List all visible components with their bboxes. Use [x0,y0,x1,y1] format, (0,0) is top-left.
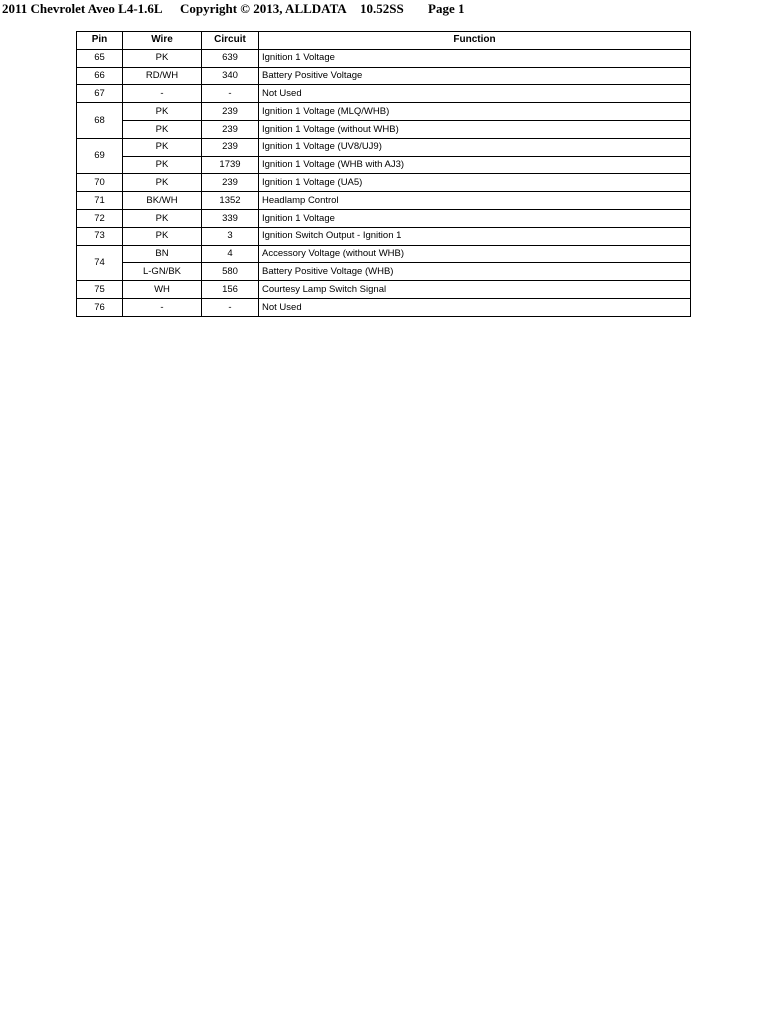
wire-cell: PK [123,138,202,156]
circuit-cell: - [202,85,259,103]
circuit-cell: 239 [202,103,259,121]
table-row [77,103,691,121]
circuit-cell: 339 [202,209,259,227]
table-row [77,227,691,245]
function-cell: Ignition Switch Output - Ignition 1 [259,227,691,245]
table-row [77,174,691,192]
function-cell: Ignition 1 Voltage (WHB with AJ3) [259,156,691,174]
function-cell: Battery Positive Voltage (WHB) [259,263,691,281]
table-row [77,281,691,299]
pin-cell: 74 [77,245,123,281]
pin-cell: 68 [77,103,123,139]
table-row [77,138,691,156]
circuit-cell: 239 [202,138,259,156]
wire-cell: BN [123,245,202,263]
pin-cell: 66 [77,67,123,85]
page-header [0,0,768,20]
header-row [77,32,691,50]
wire-cell: PK [123,174,202,192]
table-row [77,120,691,138]
circuit-cell: 1352 [202,192,259,210]
pin-cell: 71 [77,192,123,210]
circuit-cell: - [202,298,259,316]
table-row [77,85,691,103]
version-label: 10.52SS [360,1,404,16]
column-header-wire: Wire [123,32,202,50]
wire-cell: PK [123,209,202,227]
circuit-cell: 580 [202,263,259,281]
pin-cell: 69 [77,138,123,174]
pin-cell: 65 [77,49,123,67]
circuit-cell: 4 [202,245,259,263]
function-cell: Ignition 1 Voltage (MLQ/WHB) [259,103,691,121]
function-cell: Accessory Voltage (without WHB) [259,245,691,263]
wire-cell: WH [123,281,202,299]
wire-cell: PK [123,120,202,138]
table-row [77,49,691,67]
wire-cell: PK [123,49,202,67]
function-cell: Courtesy Lamp Switch Signal [259,281,691,299]
table-row [77,245,691,263]
function-cell: Headlamp Control [259,192,691,210]
circuit-cell: 156 [202,281,259,299]
function-cell: Ignition 1 Voltage (without WHB) [259,120,691,138]
pin-cell: 70 [77,174,123,192]
function-cell: Ignition 1 Voltage (UV8/UJ9) [259,138,691,156]
vehicle-title: 2011 Chevrolet Aveo L4-1.6L [2,1,163,16]
wire-cell: - [123,298,202,316]
circuit-cell: 239 [202,174,259,192]
copyright-notice: Copyright © 2013, ALLDATA [180,1,347,16]
column-header-pin: Pin [77,32,123,50]
table-row [77,192,691,210]
function-cell: Ignition 1 Voltage [259,49,691,67]
circuit-cell: 1739 [202,156,259,174]
wire-cell: PK [123,156,202,174]
pin-cell: 67 [77,85,123,103]
function-cell: Ignition 1 Voltage [259,209,691,227]
table-row [77,156,691,174]
pin-cell: 76 [77,298,123,316]
function-cell: Not Used [259,298,691,316]
function-cell: Ignition 1 Voltage (UA5) [259,174,691,192]
wire-cell: PK [123,227,202,245]
circuit-cell: 3 [202,227,259,245]
wire-cell: - [123,85,202,103]
column-header-circuit: Circuit [202,32,259,50]
pinout-table [76,31,691,317]
wire-cell: L-GN/BK [123,263,202,281]
function-cell: Not Used [259,85,691,103]
column-header-function: Function [259,32,691,50]
table-row [77,263,691,281]
wire-cell: PK [123,103,202,121]
wire-cell: BK/WH [123,192,202,210]
table-row [77,298,691,316]
table-body [77,49,691,316]
function-cell: Battery Positive Voltage [259,67,691,85]
table-row [77,67,691,85]
wire-cell: RD/WH [123,67,202,85]
table-row [77,209,691,227]
pin-cell: 73 [77,227,123,245]
page-number: Page 1 [428,1,465,16]
circuit-cell: 639 [202,49,259,67]
circuit-cell: 340 [202,67,259,85]
pin-cell: 75 [77,281,123,299]
table-header [77,32,691,50]
pin-cell: 72 [77,209,123,227]
circuit-cell: 239 [202,120,259,138]
